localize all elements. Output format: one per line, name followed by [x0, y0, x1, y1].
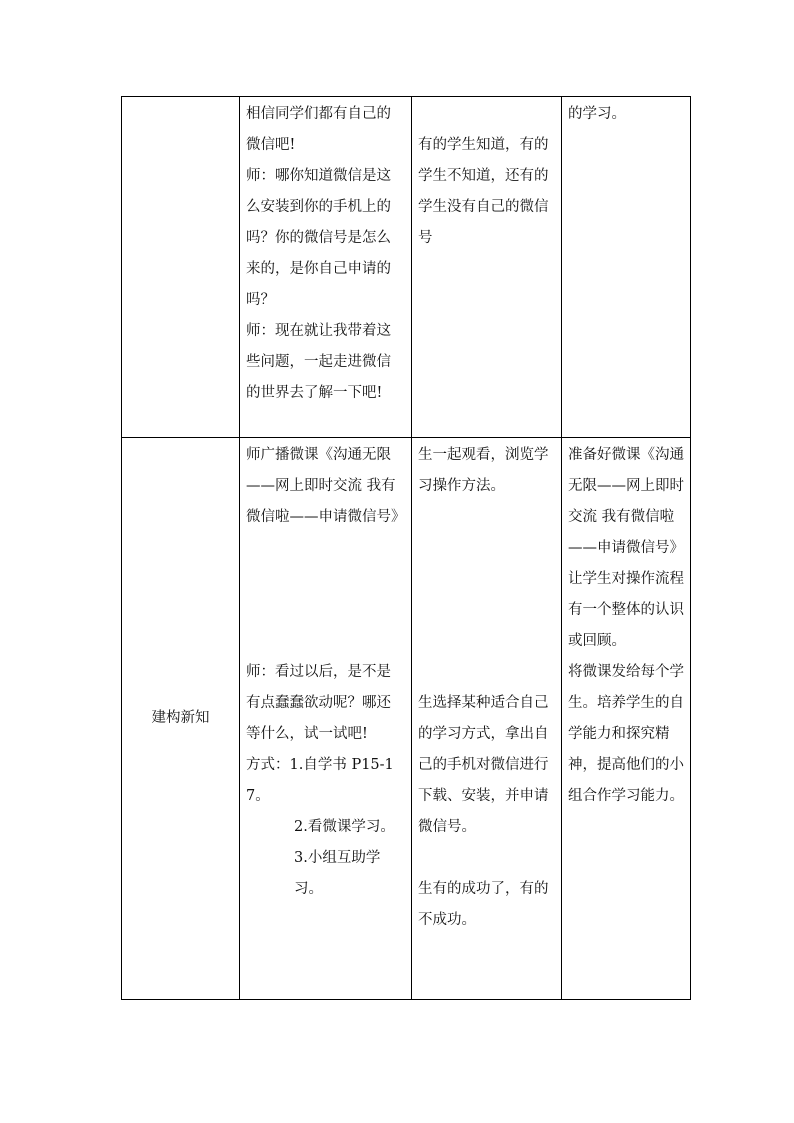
student-text: 生一起观看，浏览学习操作方法。	[418, 447, 549, 494]
student-text: 生有的成功了，有的不成功。	[418, 881, 549, 928]
teacher-text: 方式：1.自学书 P15-17。	[246, 757, 394, 804]
lesson-plan-table	[121, 96, 691, 1000]
design-intent-cell	[562, 97, 691, 438]
intent-text: 的学习。	[568, 106, 626, 122]
design-intent-cell	[562, 438, 691, 1000]
teacher-text: 2.看微课学习。	[294, 819, 395, 835]
teacher-activity-cell	[240, 438, 412, 1000]
student-activity-cell	[412, 97, 562, 438]
intent-text: 将微课发给每个学生。培养学生的自学能力和探究精神，提高他们的小组合作学习能力。	[568, 664, 684, 804]
student-text: 有的学生知道，有的学生不知道，还有的学生没有自己的微信号	[418, 137, 549, 246]
teacher-activity-cell	[240, 97, 412, 438]
teacher-text: 师：哪你知道微信是这么安装到你的手机上的吗？你的微信号是怎么来的，是你自己申请的吗？	[246, 168, 391, 308]
stage-cell	[122, 97, 240, 438]
stage-cell: 建构新知	[122, 438, 240, 1000]
student-activity-cell	[412, 438, 562, 1000]
intent-text: 准备好微课《沟通无限——网上即时交流 我有微信啦——申请微信号》让学生对操作流程有一个整体的认识或回顾。	[568, 447, 684, 649]
teacher-text: 师：看过以后，是不是有点蠢蠢欲动呢？哪还等什么，试一试吧!	[246, 664, 391, 742]
table-row	[122, 438, 691, 1000]
teacher-text: 师：现在就让我带着这些问题，一起走进微信的世界去了解一下吧!	[246, 323, 391, 401]
table-row	[122, 97, 691, 438]
student-text: 生选择某种适合自己的学习方式，拿出自己的手机对微信进行下载、安装，并申请微信号。	[418, 695, 549, 835]
teacher-text: 3.小组互助学习。	[294, 850, 381, 897]
teacher-text: 相信同学们都有自己的微信吧!	[246, 106, 391, 153]
teacher-text: 师广播微课《沟通无限——网上即时交流 我有微信啦——申请微信号》	[246, 447, 406, 525]
